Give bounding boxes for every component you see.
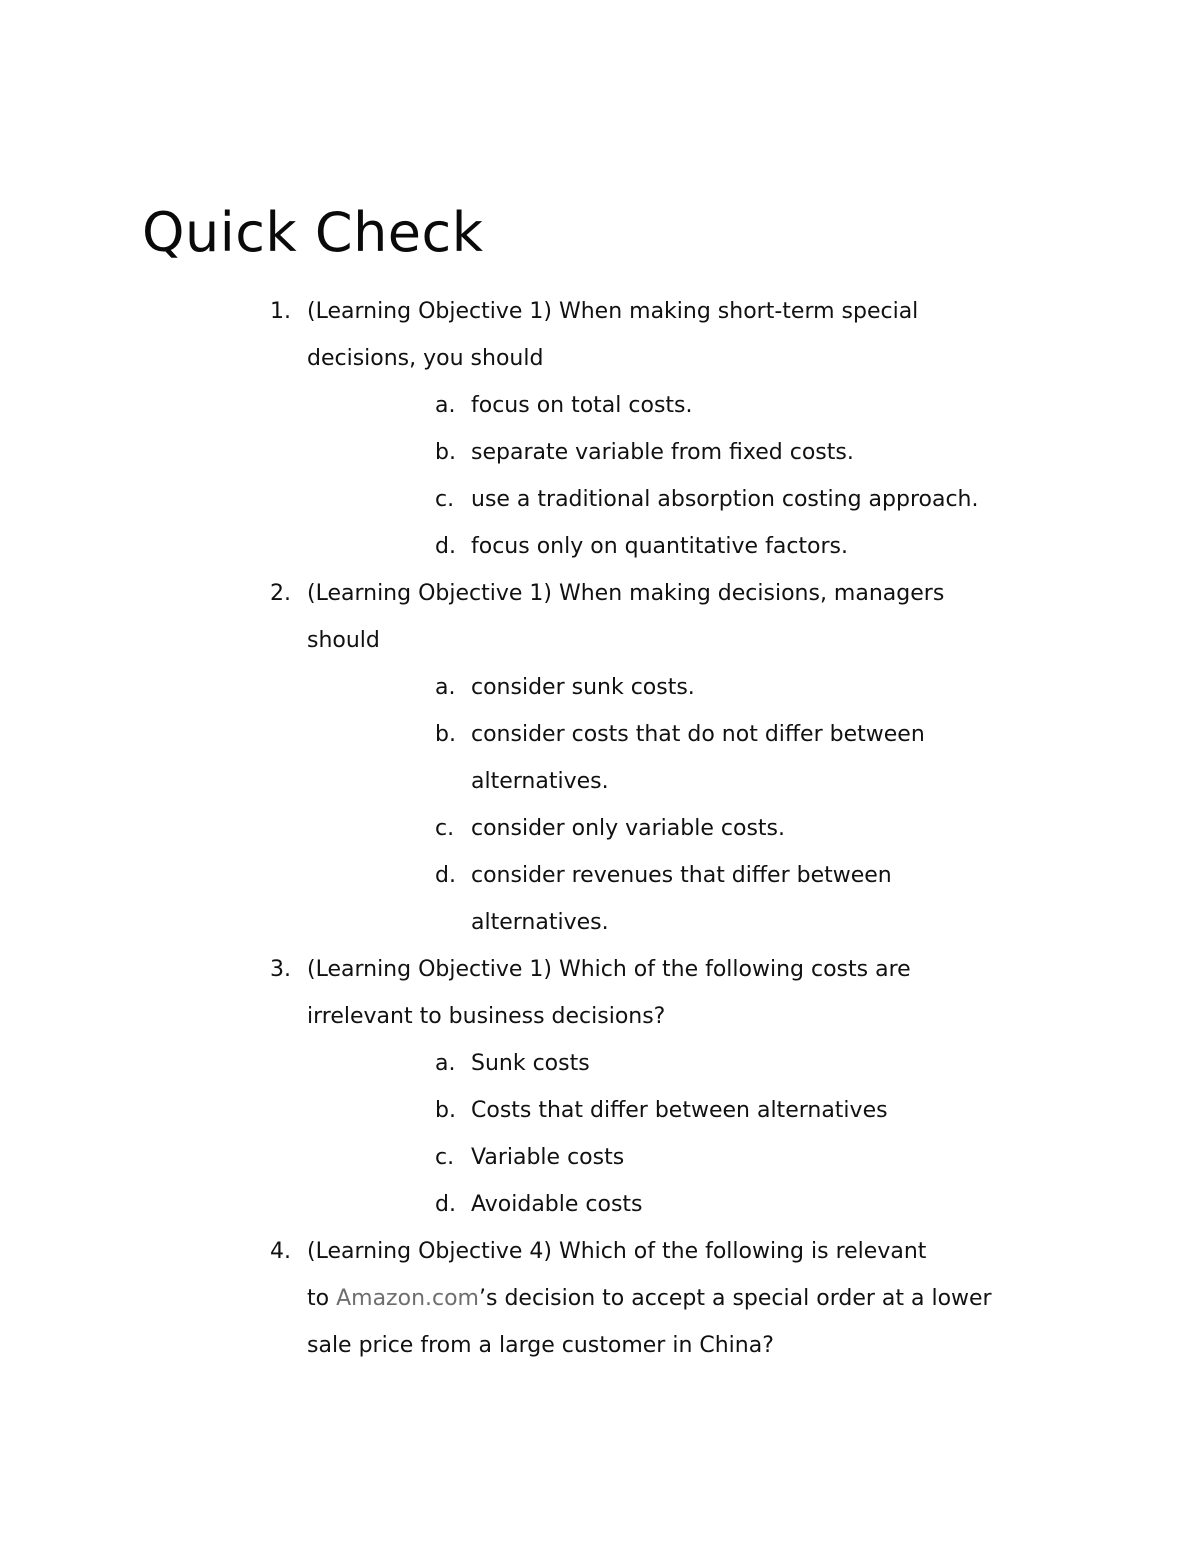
amazon-link[interactable]: Amazon.com: [336, 1286, 479, 1311]
question-2-option-d: [0, 852, 1200, 899]
question-text: should: [307, 628, 380, 653]
option-text: Variable costs: [471, 1145, 625, 1170]
option-letter: d.: [435, 1192, 456, 1217]
question-text: [307, 1275, 992, 1322]
question-2-option-a: [0, 664, 1200, 711]
question-3-option-c: [0, 1134, 1200, 1181]
question-3-line-1: [0, 946, 1200, 993]
question-4-line-1: [0, 1228, 1200, 1275]
question-2-line-2: [0, 617, 1200, 664]
option-letter: a.: [435, 1051, 456, 1076]
option-letter: c.: [435, 487, 455, 512]
option-text: alternatives.: [471, 769, 609, 794]
question-3-option-a: [0, 1040, 1200, 1087]
option-text: separate variable from fixed costs.: [471, 440, 854, 465]
question-2-option-c: [0, 805, 1200, 852]
option-text: Sunk costs: [471, 1051, 590, 1076]
question-text: (Learning Objective 1) When making decisions, managers: [307, 581, 945, 606]
option-letter: d.: [435, 534, 456, 559]
option-text: Avoidable costs: [471, 1192, 643, 1217]
option-text: focus on total costs.: [471, 393, 693, 418]
question-2-option-b: [0, 711, 1200, 758]
question-2-option-d-cont: [0, 899, 1200, 946]
question-2-line-1: [0, 570, 1200, 617]
option-letter: b.: [435, 440, 456, 465]
option-text: consider sunk costs.: [471, 675, 695, 700]
question-number: 2.: [270, 581, 291, 606]
option-letter: a.: [435, 393, 456, 418]
option-text: consider only variable costs.: [471, 816, 785, 841]
question-2-option-b-cont: [0, 758, 1200, 805]
question-text: sale price from a large customer in China?: [307, 1333, 774, 1358]
question-1-option-d: [0, 523, 1200, 570]
option-letter: d.: [435, 863, 456, 888]
option-text: alternatives.: [471, 910, 609, 935]
question-1-line-1: [0, 288, 1200, 335]
question-text: (Learning Objective 1) Which of the following costs are: [307, 957, 911, 982]
option-text: consider costs that do not differ between: [471, 722, 925, 747]
question-1-option-c: [0, 476, 1200, 523]
option-text: Costs that differ between alternatives: [471, 1098, 888, 1123]
question-number: 4.: [270, 1239, 291, 1264]
option-text: consider revenues that differ between: [471, 863, 892, 888]
option-text: use a traditional absorption costing approach.: [471, 487, 979, 512]
question-text: irrelevant to business decisions?: [307, 1004, 666, 1029]
question-3-option-d: [0, 1181, 1200, 1228]
question-3-line-2: [0, 993, 1200, 1040]
option-letter: c.: [435, 1145, 455, 1170]
question-text: decisions, you should: [307, 346, 544, 371]
question-text-before-link: to: [307, 1286, 337, 1311]
question-1-line-2: [0, 335, 1200, 382]
option-letter: c.: [435, 816, 455, 841]
question-3-option-b: [0, 1087, 1200, 1134]
question-4-line-2: [0, 1275, 1200, 1322]
question-4-line-3: [0, 1322, 1200, 1369]
question-text: (Learning Objective 1) When making short-term special: [307, 299, 919, 324]
question-list: [0, 288, 1200, 1369]
option-letter: b.: [435, 1098, 456, 1123]
option-letter: b.: [435, 722, 456, 747]
page-title: Quick Check: [142, 201, 484, 264]
question-text-after-link: ’s decision to accept a special order at a lower: [479, 1286, 992, 1311]
question-1-option-b: [0, 429, 1200, 476]
question-number: 1.: [270, 299, 291, 324]
question-text: (Learning Objective 4) Which of the following is relevant: [307, 1239, 927, 1264]
question-1-option-a: [0, 382, 1200, 429]
option-letter: a.: [435, 675, 456, 700]
question-number: 3.: [270, 957, 291, 982]
option-text: focus only on quantitative factors.: [471, 534, 848, 559]
